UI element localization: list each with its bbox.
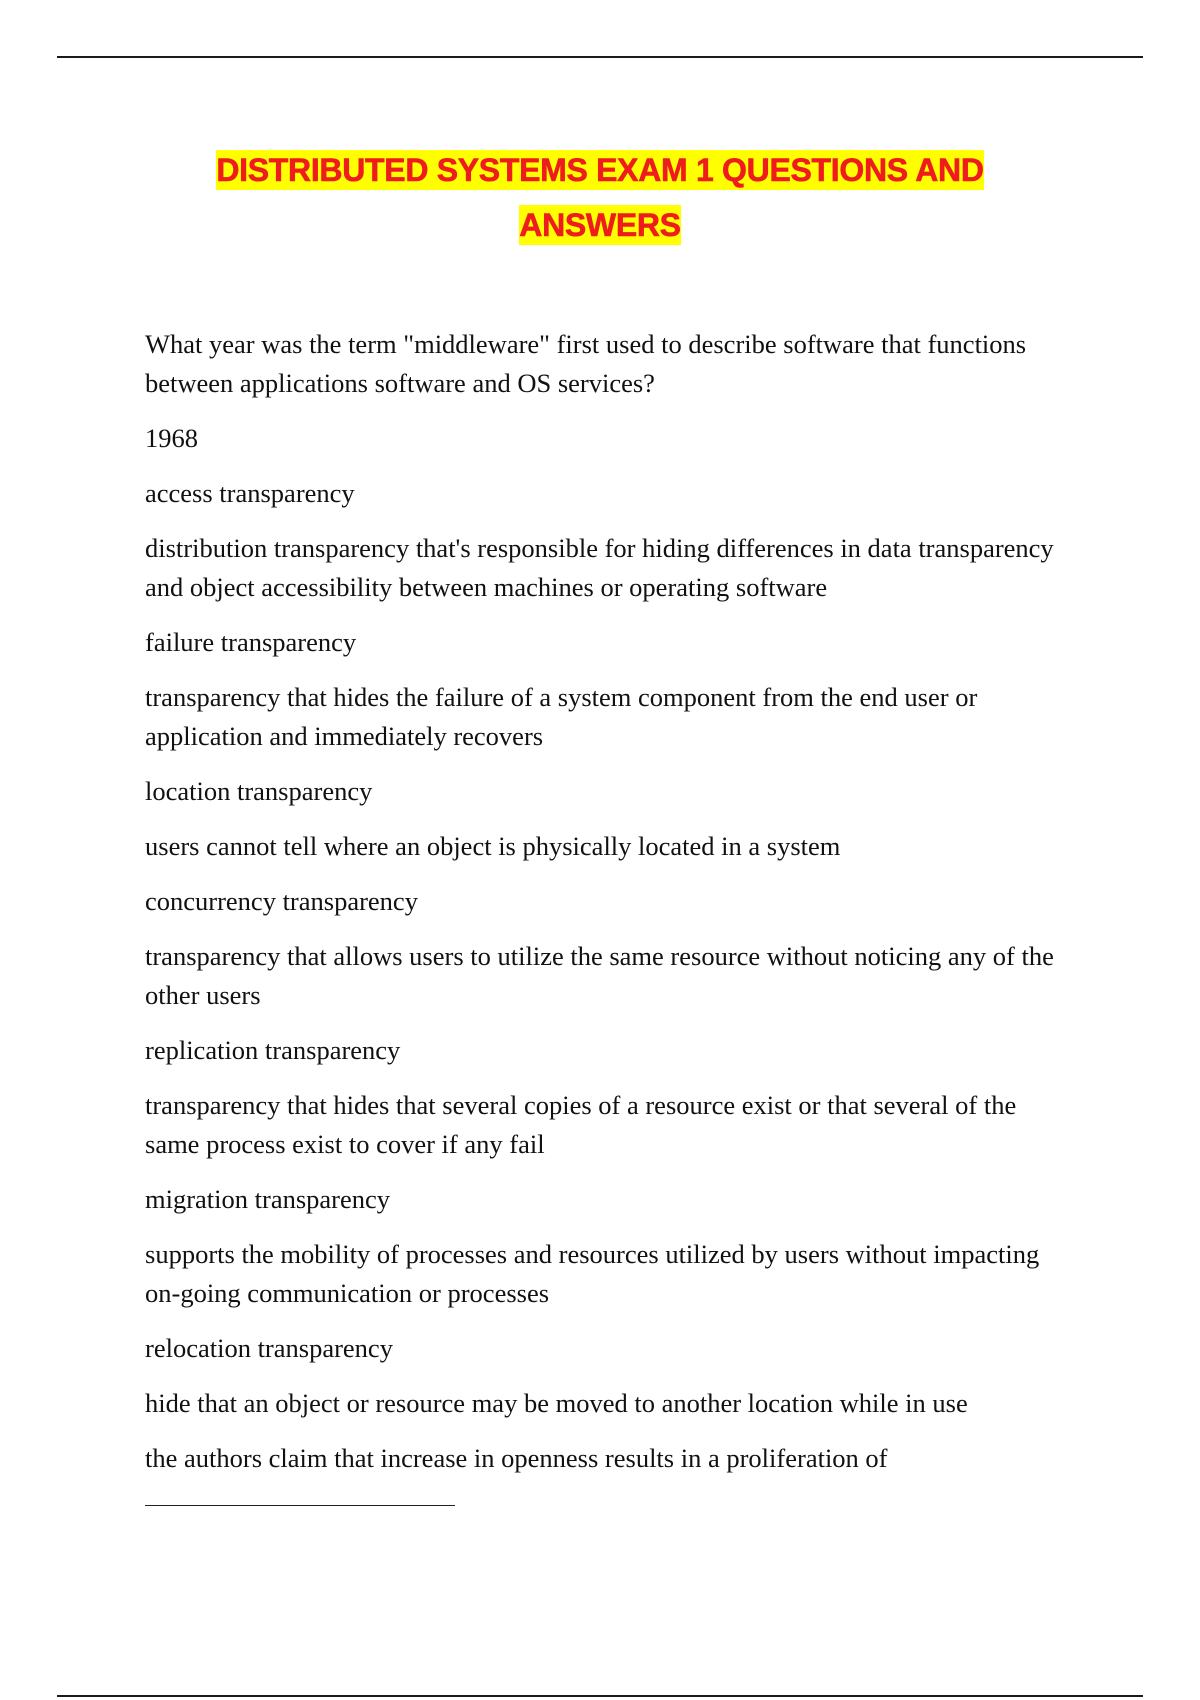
- answer-text: users cannot tell where an object is physically located in a system: [145, 831, 841, 861]
- question-text: location transparency: [145, 776, 373, 806]
- bottom-rule: [57, 1695, 1143, 1697]
- question-text: the authors claim that increase in openness results in a proliferation of: [145, 1443, 888, 1473]
- fill-in-blank-line: [145, 1495, 455, 1506]
- question-text: failure transparency: [145, 627, 357, 657]
- answer-text: transparency that hides that several copies of a resource exist or that several of the same process exist to cover if any fail: [145, 1090, 1017, 1159]
- answer-text: transparency that allows users to utilize the same resource without noticing any of the other users: [145, 941, 1054, 1010]
- top-rule: [57, 56, 1143, 58]
- qa-list: [145, 325, 1065, 1517]
- answer-text: 1968: [145, 423, 198, 453]
- title-line-1: DISTRIBUTED SYSTEMS EXAM 1 QUESTIONS AND: [216, 152, 984, 188]
- question-text: relocation transparency: [145, 1333, 393, 1363]
- answer-text: supports the mobility of processes and resources utilized by users without impacting on-going communication or processes: [145, 1239, 1040, 1308]
- document-title: [140, 143, 1060, 253]
- question-text: migration transparency: [145, 1184, 391, 1214]
- answer-text: transparency that hides the failure of a system component from the end user or application and immediately recovers: [145, 682, 978, 751]
- title-line-2: ANSWERS: [519, 207, 681, 243]
- question-text: replication transparency: [145, 1035, 401, 1065]
- question-text: concurrency transparency: [145, 886, 418, 916]
- answer-text: hide that an object or resource may be moved to another location while in use: [145, 1388, 968, 1418]
- question-text: What year was the term "middleware" first used to describe software that functions between applications software and OS services?: [145, 329, 1027, 398]
- question-text: access transparency: [145, 478, 355, 508]
- answer-text: distribution transparency that's responsible for hiding differences in data transparency and object accessibility between machines or operating software: [145, 533, 1054, 602]
